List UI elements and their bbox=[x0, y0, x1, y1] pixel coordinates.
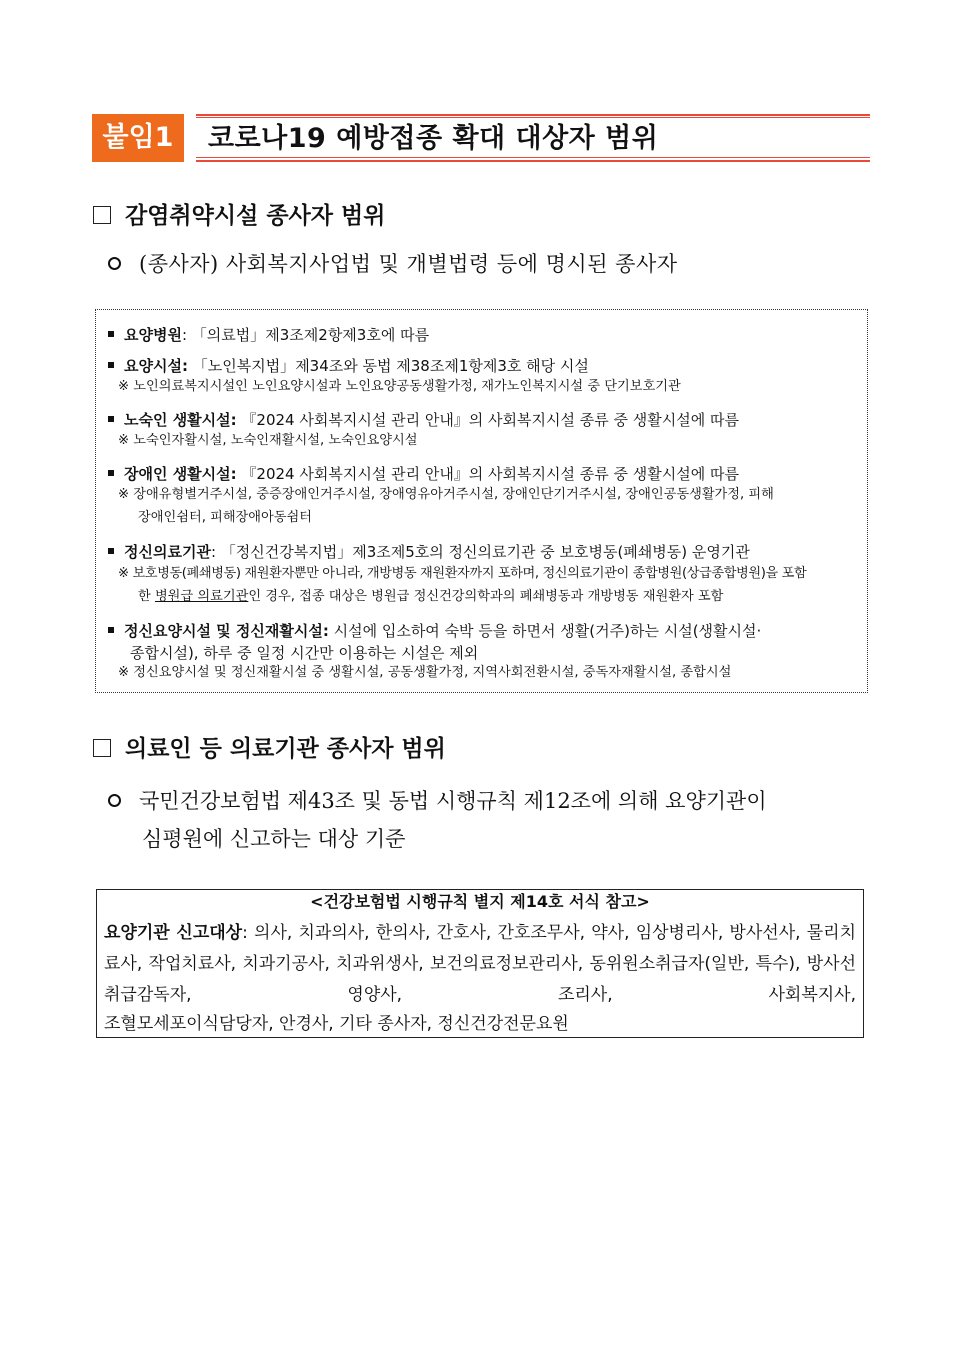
item-text: 시설에 입소하여 숙박 등을 하면서 생활(거주)하는 시설(생활시설· bbox=[328, 622, 762, 640]
item-label: 정신의료기관 bbox=[124, 543, 211, 561]
reference-box-text bbox=[104, 918, 856, 1011]
checkbox-square-icon bbox=[93, 739, 111, 757]
list-item bbox=[108, 324, 860, 346]
list-item bbox=[108, 541, 860, 563]
section2-title: 의료인 등 의료기관 종사자 범위 bbox=[125, 736, 446, 762]
list-item bbox=[108, 620, 860, 642]
square-bullet-icon bbox=[108, 331, 114, 337]
item-note: ※ 노숙인자활시설, 노숙인재활시설, 노숙인요양시설 bbox=[118, 433, 418, 448]
square-bullet-icon bbox=[108, 470, 114, 476]
section1-subtitle: (종사자) 사회복지사업법 및 개별법령 등에 명시된 종사자 bbox=[139, 252, 678, 276]
checkbox-square-icon bbox=[93, 206, 111, 224]
section1-subtitle-row bbox=[108, 249, 678, 279]
section1-title: 감염취약시설 종사자 범위 bbox=[125, 203, 386, 229]
item-label: 요양병원 bbox=[124, 326, 182, 344]
item-text: 『2024 사회복지시설 관리 안내』의 사회복지시설 종류 중 생활시설에 따름 bbox=[236, 411, 739, 429]
page-title: 코로나19 예방접종 확대 대상자 범위 bbox=[208, 123, 659, 154]
square-bullet-icon bbox=[108, 548, 114, 554]
subtitle-line1-text: 국민건강보험법 제43조 및 동법 시행규칙 제12조에 의해 요양기관이 bbox=[139, 789, 767, 813]
list-item bbox=[108, 355, 860, 377]
square-bullet-icon bbox=[108, 627, 114, 633]
reference-box-last-line: 조혈모세포이식담당자, 안경사, 기타 종사자, 정신건강전문요원 bbox=[104, 1014, 569, 1034]
item-note-continued bbox=[138, 586, 860, 608]
section2-subtitle bbox=[108, 782, 868, 858]
item-label: 정신요양시설 및 정신재활시설: bbox=[124, 622, 329, 640]
square-bullet-icon bbox=[108, 416, 114, 422]
section2-subtitle-line1 bbox=[108, 782, 868, 820]
section2-subtitle-line2: 심평원에 신고하는 대상 기준 bbox=[142, 827, 406, 851]
item-label: 노숙인 생활시설: bbox=[124, 411, 237, 429]
item-note: ※ 노인의료복지시설인 노인요양시설과 노인요양공동생활가정, 재가노인복지시설 중 단기보호기관 bbox=[118, 379, 681, 394]
item-note: ※ 보호병동(폐쇄병동) 재원환자뿐만 아니라, 개방병동 재원환자까지 포하며, 정신의료기관이 종합병원(상급종합병원)을 포함 bbox=[118, 566, 807, 581]
attachment-badge: 붙임1 bbox=[92, 114, 184, 162]
header-top-line bbox=[196, 114, 870, 116]
item-label: 장애인 생활시설: bbox=[124, 465, 237, 483]
circle-bullet-icon bbox=[108, 794, 121, 807]
circle-bullet-icon bbox=[108, 257, 121, 270]
item-text: 『2024 사회복지시설 관리 안내』의 사회복지시설 종류 중 생활시설에 따름 bbox=[236, 465, 739, 483]
item-note-continued: 장애인쉼터, 피해장애아동쉼터 bbox=[138, 510, 312, 525]
item-note: ※ 장애유형별거주시설, 중증장애인거주시설, 장애영유아거주시설, 장애인단기거주시설, 장애인공동생활가정, 피해 bbox=[118, 487, 774, 502]
header-top-line-thin bbox=[196, 117, 870, 118]
note-underlined-text: 병원급 의료기관 bbox=[154, 589, 249, 604]
section2-heading bbox=[93, 733, 446, 765]
note-text: 한 bbox=[138, 589, 155, 604]
square-bullet-icon bbox=[108, 362, 114, 368]
reference-box-body: : 의사, 치과의사, 한의사, 간호사, 간호조무사, 약사, 임상병리사, 방사선사, 물리치료사, 작업치료사, 치과기공사, 치과위생사, 보건의료정보관리사, 동위원소취급자(일반, 특수), 방사선취급감독자, 영양사, 조리사, 사회복지사, bbox=[104, 923, 856, 1005]
note-text: 인 경우, 접종 대상은 병원급 정신건강의학과의 폐쇄병동과 개방병동 재원환자 포함 bbox=[248, 589, 724, 604]
item-label: 요양시설: bbox=[124, 357, 188, 375]
item-text: 「노인복지법」제34조와 동법 제38조제1항제3호 해당 시설 bbox=[187, 357, 589, 375]
header-bottom-line bbox=[196, 160, 870, 162]
item-text-continued: 종합시설), 하루 중 일정 시간만 이용하는 시설은 제외 bbox=[130, 644, 479, 662]
list-item bbox=[108, 409, 860, 431]
item-text: : 「정신건강복지법」제3조제5호의 정신의료기관 중 보호병동(폐쇄병동) 운영기관 bbox=[210, 543, 750, 561]
item-note: ※ 정신요양시설 및 정신재활시설 중 생활시설, 공동생활가정, 지역사회전환시설, 중독자재활시설, 종합시설 bbox=[118, 665, 732, 680]
item-text: : 「의료법」제3조제2항제3호에 따름 bbox=[181, 326, 430, 344]
reference-box-label: 요양기관 신고대상 bbox=[104, 923, 243, 943]
list-item bbox=[108, 463, 860, 485]
reference-box-title: <건강보험법 시행규칙 별지 제14호 서식 참고> bbox=[310, 892, 650, 911]
section1-heading bbox=[93, 200, 385, 232]
